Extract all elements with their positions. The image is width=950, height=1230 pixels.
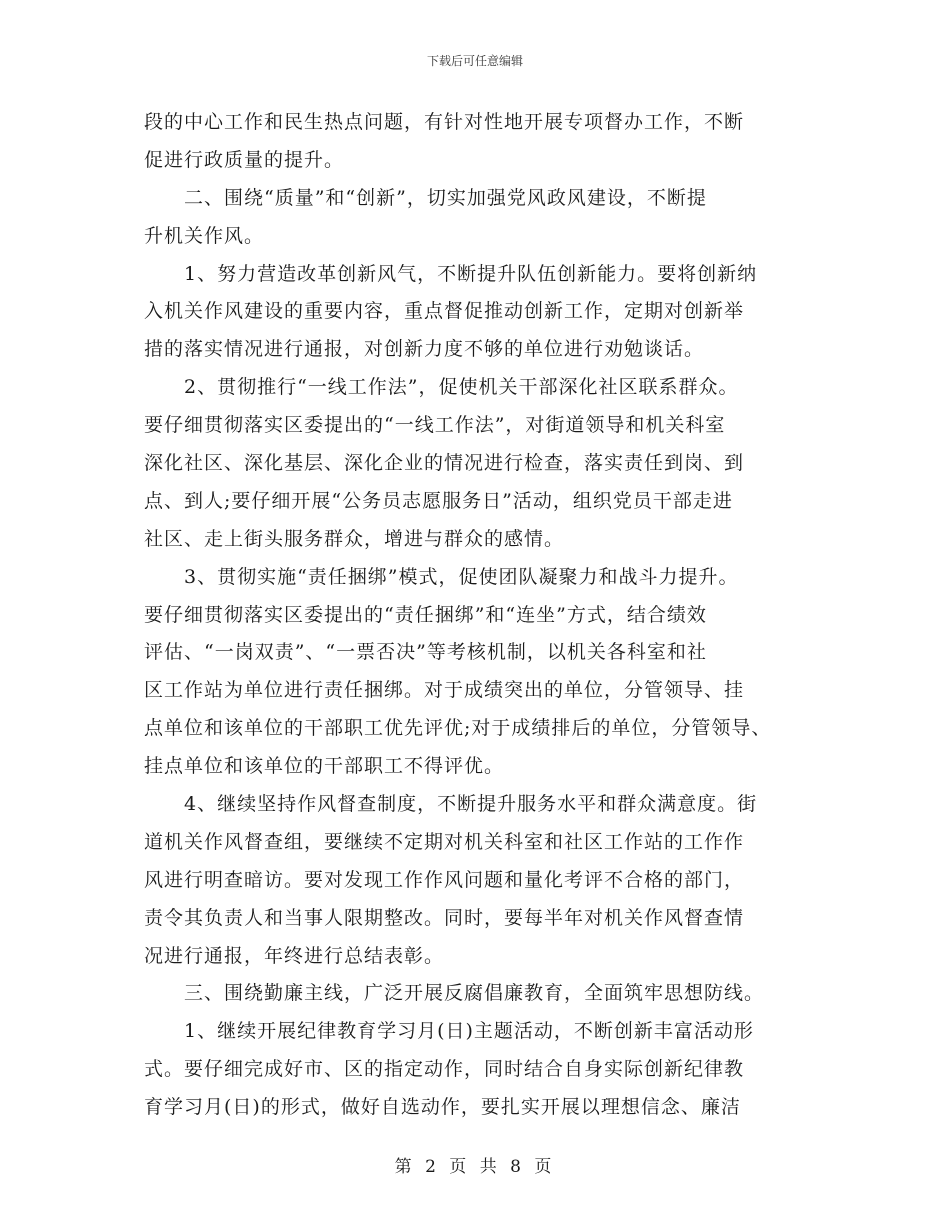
- text-line: 深化社区、深化基层、深化企业的情况进行检查，落实责任到岗、到: [144, 452, 745, 475]
- text-line: 社区、走上街头服务群众，增进与群众的感情。: [144, 527, 565, 550]
- text-line: 挂点单位和该单位的干部职工不得评优。: [144, 755, 505, 778]
- text-line: 2、贯彻推行“一线工作法”，促使机关干部深化社区联系群众。: [184, 376, 739, 399]
- text-line: 况进行通报，年终进行总结表彰。: [144, 944, 445, 967]
- text-line: 1、努力营造改革创新风气，不断提升队伍创新能力。要将创新纳: [184, 262, 758, 285]
- text-line: 措的落实情况进行通报，对创新力度不够的单位进行劝勉谈话。: [144, 338, 705, 361]
- document-body: [144, 104, 824, 1127]
- text-line: 4、继续坚持作风督查制度，不断提升服务水平和群众满意度。街: [184, 793, 758, 816]
- text-line: 入机关作风建设的重要内容，重点督促推动创新工作，定期对创新举: [144, 300, 745, 323]
- text-line: 升机关作风。: [144, 224, 265, 247]
- text-line: 点、到人;要仔细开展“公务员志愿服务日”活动，组织党员干部走进: [144, 489, 733, 512]
- text-line: 评估、“一岗双责”、“一票否决”等考核机制，以机关各科室和社: [144, 641, 707, 664]
- text-line: 3、贯彻实施“责任捆绑”模式，促使团队凝聚力和战斗力提升。: [184, 565, 739, 588]
- text-line: 二、围绕“质量”和“创新”，切实加强党风政风建设，不断提: [184, 186, 707, 209]
- text-line: 三、围绕勤廉主线，广泛开展反腐倡廉教育，全面筑牢思想防线。: [184, 982, 765, 1005]
- text-line: 要仔细贯彻落实区委提出的“一线工作法”，对街道领导和机关科室: [144, 414, 726, 437]
- text-line: 1、继续开展纪律教育学习月(日)主题活动，不断创新丰富活动形: [184, 1020, 754, 1043]
- text-line: 风进行明查暗访。要对发现工作作风问题和量化考评不合格的部门，: [144, 868, 745, 891]
- page-header: 下载后可任意编辑: [426, 54, 523, 68]
- text-line: 责令其负责人和当事人限期整改。同时，要每半年对机关作风督查情: [144, 906, 745, 929]
- text-line: 区工作站为单位进行责任捆绑。对于成绩突出的单位，分管领导、挂: [144, 679, 745, 702]
- text-line: 道机关作风督查组，要继续不定期对机关科室和社区工作站的工作作: [144, 830, 745, 853]
- text-line: 式。要仔细完成好市、区的指定动作，同时结合自身实际创新纪律教: [144, 1058, 745, 1081]
- text-line: 育学习月(日)的形式，做好自选动作，要扎实开展以理想信念、廉洁: [144, 1096, 741, 1119]
- text-line: 段的中心工作和民生热点问题，有针对性地开展专项督办工作，不断: [144, 111, 745, 133]
- text-line: 点单位和该单位的干部职工优先评优;对于成绩排后的单位，分管领导、: [144, 717, 772, 740]
- page-number: 第 2 页 共 8 页: [394, 1157, 556, 1177]
- text-line: 促进行政质量的提升。: [144, 148, 345, 171]
- text-line: 要仔细贯彻落实区委提出的“责任捆绑”和“连坐”方式，结合绩效: [144, 603, 707, 626]
